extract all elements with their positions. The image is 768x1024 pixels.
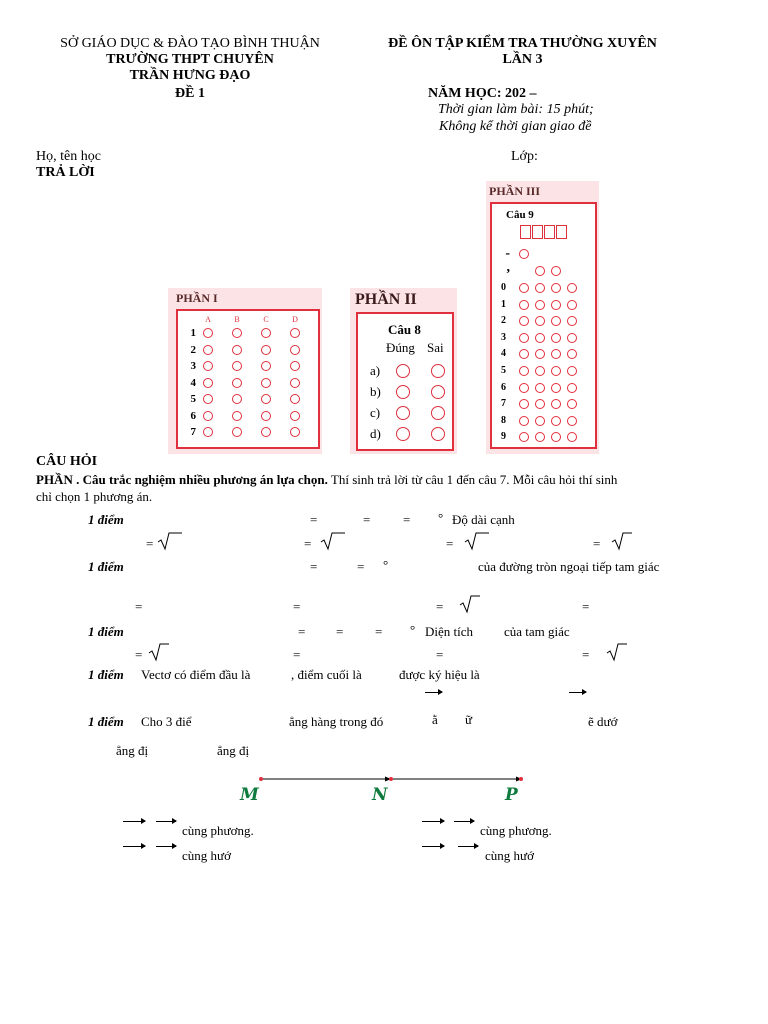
part2-question: Câu 8 (388, 322, 421, 337)
part3-bubble-digit-0[interactable] (567, 283, 577, 293)
part2-bubble-true[interactable] (396, 427, 410, 441)
part3-bubble-digit-1[interactable] (535, 300, 545, 310)
part1-col-b: B (234, 315, 240, 324)
part1-bubble-7-b[interactable] (232, 427, 242, 437)
part3-digit-9: 9 (501, 431, 506, 443)
part1-bubble-1-c[interactable] (261, 328, 271, 338)
q2-points: 1 điểm (88, 559, 124, 574)
part1-row-6: 6 (190, 409, 196, 422)
part3-bubble-digit-2[interactable] (519, 316, 529, 326)
part1-bubble-6-b[interactable] (232, 411, 242, 421)
part2-grid (356, 312, 454, 451)
part1-bubble-3-d[interactable] (290, 361, 300, 371)
q2-option-d-eq: = (582, 599, 590, 614)
q3-option-a-sqrt-icon (148, 642, 170, 662)
part3-bubble-digit-5[interactable] (535, 366, 545, 376)
q3-points: 1 điểm (88, 624, 124, 639)
point-n (389, 777, 393, 781)
part2-bubble-true[interactable] (396, 385, 410, 399)
school-name-line2: TRẦN HƯNG ĐẠO (129, 68, 251, 83)
part3-bubble-digit-3[interactable] (567, 333, 577, 343)
part1-bubble-3-c[interactable] (261, 361, 271, 371)
part2-bubble-false[interactable] (431, 427, 445, 441)
q3-degree: ° (410, 622, 416, 637)
part3-bubble-digit-9[interactable] (519, 432, 529, 442)
part1-row-5: 5 (190, 393, 196, 405)
point-m (259, 777, 263, 781)
part3-bubble-comma[interactable] (551, 266, 561, 276)
q3-option-d-sqrt-icon (606, 642, 628, 662)
q3-text-b: của tam giác (504, 624, 570, 639)
part3-bubble-digit-2[interactable] (535, 316, 545, 326)
q1-option-b-sqrt-icon (320, 531, 346, 551)
class-label: Lớp: (511, 149, 538, 164)
part1-bubble-7-a[interactable] (203, 427, 213, 437)
part3-bubble-digit-7[interactable] (567, 399, 577, 409)
q2-eq2: = (357, 559, 365, 574)
part1-bubble-5-a[interactable] (203, 394, 213, 404)
part3-answer-box (520, 225, 531, 239)
point-m-label: M (240, 785, 259, 805)
q5-d-vector2 (458, 846, 478, 847)
q3-text-a: Diện tích (425, 624, 474, 639)
part3-answer-box (544, 225, 555, 239)
q3-eq3: = (375, 624, 383, 639)
part2-bubble-false[interactable] (431, 385, 445, 399)
q5-text-b: ẳng hàng trong đó (289, 714, 384, 729)
department-name: SỞ GIÁO DỤC & ĐÀO TẠO BÌNH THUẬN (60, 36, 320, 51)
part2-row-label: c) (370, 405, 381, 420)
part1-bubble-2-a[interactable] (203, 345, 213, 355)
part1-bubble-4-a[interactable] (203, 378, 213, 388)
part3-digit-7: 7 (501, 398, 506, 410)
q4-vector-arrow-2 (569, 692, 586, 693)
part2-bubble-true[interactable] (396, 406, 410, 420)
part1-bubble-3-b[interactable] (232, 361, 242, 371)
part-label: PHẦN (36, 472, 73, 487)
q5-c-vector2 (454, 821, 474, 822)
part3-bubble-digit-0[interactable] (535, 283, 545, 293)
part1-bubble-3-a[interactable] (203, 361, 213, 371)
part1-bubble-6-c[interactable] (261, 411, 271, 421)
part3-bubble-digit-7[interactable] (551, 399, 561, 409)
q3-eq1: = (298, 624, 306, 639)
questions-heading: CÂU HỎI (36, 454, 98, 469)
part-heading (36, 472, 617, 487)
exam-round: LẦN 3 (502, 52, 543, 67)
q5-a-vector2 (156, 821, 176, 822)
instruction-line2: chỉ chọn 1 phương án. (36, 489, 153, 504)
part1-bubble-2-b[interactable] (232, 345, 242, 355)
part3-bubble-comma[interactable] (535, 266, 545, 276)
part1-row-3: 3 (190, 360, 196, 372)
part3-digit-3: 3 (501, 331, 506, 343)
point-n-label: N (372, 785, 388, 805)
q1-option-b-eq: = (304, 536, 312, 551)
q5-a-vector1 (123, 821, 145, 822)
q3-eq2: = (336, 624, 344, 639)
q5-c-vector1 (422, 821, 444, 822)
part3-bubble-digit-9[interactable] (535, 432, 545, 442)
q2-option-a-eq: = (135, 599, 143, 614)
part3-bubble-digit-4[interactable] (567, 349, 577, 359)
q2-option-b-eq: = (293, 599, 301, 614)
part1-bubble-4-b[interactable] (232, 378, 242, 388)
part2-row-label: a) (370, 363, 381, 378)
q3-option-c-eq: = (436, 647, 444, 662)
part1-row-2: 2 (190, 343, 196, 356)
q1-text: Độ dài cạnh (452, 512, 515, 527)
part1-bubble-1-d[interactable] (290, 328, 300, 338)
q1-degree: ° (438, 510, 444, 525)
part3-bubble-digit-4[interactable] (519, 349, 529, 359)
q2-option-c-eq: = (436, 599, 444, 614)
part3-bubble-digit-8[interactable] (567, 416, 577, 426)
part3-bubble-digit-6[interactable] (567, 383, 577, 393)
part3-bubble-digit-6[interactable] (535, 383, 545, 393)
part3-bubble-digit-1[interactable] (519, 300, 529, 310)
q2-degree: ° (383, 557, 389, 572)
part3-bubble-digit-4[interactable] (535, 349, 545, 359)
q2-option-c-sqrt-icon (459, 594, 481, 614)
part3-bubble-digit-8[interactable] (551, 416, 561, 426)
part1-bubble-5-d[interactable] (290, 394, 300, 404)
part1-bubble-6-a[interactable] (203, 411, 213, 421)
q4-points: 1 điểm (88, 667, 124, 682)
part3-bubble-digit-3[interactable] (519, 333, 529, 343)
q2-text: của đường tròn ngoại tiếp tam giác (478, 559, 660, 574)
q4-text-a: Vectơ có điểm đầu là (141, 667, 251, 682)
answer-section-label: TRẢ LỜI (36, 165, 95, 180)
q3-option-b-eq: = (293, 647, 301, 662)
q5-text-f: ẳng đị (116, 743, 149, 758)
part3-bubble-digit-3[interactable] (535, 333, 545, 343)
q1-points: 1 điểm (88, 512, 124, 527)
part2-bubble-false[interactable] (431, 364, 445, 378)
part1-bubble-7-c[interactable] (261, 427, 271, 437)
part3-bubble-digit-6[interactable] (519, 383, 529, 393)
q4-vector-arrow-1 (425, 692, 442, 693)
q5-option-d-text: cùng hướ (485, 848, 534, 863)
part-title: . Câu trắc nghiệm nhiều phương án lựa chọn. (76, 472, 328, 487)
instruction-line1: Thí sinh trả lời từ câu 1 đến câu 7. Mỗi câu hỏi thí sinh (330, 472, 618, 487)
q3-option-d-eq: = (582, 647, 590, 662)
q1-option-d-sqrt-icon (611, 531, 633, 551)
part3-minus-label: - (505, 246, 510, 261)
answer-part1-panel (168, 288, 322, 454)
part3-bubble-digit-9[interactable] (567, 432, 577, 442)
school-name-line1: TRƯỜNG THPT CHUYÊN (106, 52, 274, 67)
time-limit: Thời gian làm bài: 15 phút; (438, 102, 594, 117)
q5-text-a: Cho 3 điể (141, 714, 192, 729)
student-name-label: Họ, tên học (36, 149, 101, 164)
part3-comma-label: , (506, 260, 510, 275)
part1-col-c: C (263, 315, 269, 324)
part1-row-4: 4 (190, 376, 196, 389)
part1-bubble-5-c[interactable] (261, 394, 271, 404)
point-p (519, 777, 523, 781)
q5-text-e: ẽ dướ (588, 714, 618, 729)
part3-bubble-digit-8[interactable] (519, 416, 529, 426)
part1-bubble-5-b[interactable] (232, 394, 242, 404)
part1-bubble-6-d[interactable] (290, 411, 300, 421)
part3-digit-4: 4 (501, 348, 506, 360)
part3-digit-6: 6 (501, 381, 506, 393)
part1-bubble-2-c[interactable] (261, 345, 271, 355)
exam-code: ĐỀ 1 (175, 86, 205, 101)
part3-digit-1: 1 (501, 298, 506, 310)
q2-eq1: = (310, 559, 318, 574)
q1-option-c-eq: = (446, 536, 454, 551)
part3-bubble-digit-1[interactable] (551, 300, 561, 310)
part1-bubble-4-d[interactable] (290, 378, 300, 388)
q5-d-vector1 (422, 846, 444, 847)
q1-eq3: = (403, 512, 411, 527)
part3-bubble-digit-7[interactable] (535, 399, 545, 409)
part3-bubble-digit-7[interactable] (519, 399, 529, 409)
q4-text-c: được ký hiệu là (399, 667, 480, 682)
q1-option-a-sqrt-icon (157, 531, 183, 551)
part3-bubble-digit-5[interactable] (567, 366, 577, 376)
part2-title: PHẦN II (355, 291, 417, 308)
part1-bubble-1-a[interactable] (203, 328, 213, 338)
part3-bubble-digit-6[interactable] (551, 383, 561, 393)
part1-row-1: 1 (190, 327, 196, 339)
part3-digit-5: 5 (501, 365, 506, 376)
part2-bubble-false[interactable] (431, 406, 445, 420)
q1-eq2: = (363, 512, 371, 527)
part3-bubble-digit-2[interactable] (567, 316, 577, 326)
school-year: NĂM HỌC: 202 – (428, 86, 537, 101)
part1-bubble-1-b[interactable] (232, 328, 242, 338)
part1-title: PHẦN I (176, 291, 218, 305)
part3-bubble-digit-1[interactable] (567, 300, 577, 310)
part2-row-label: d) (370, 426, 381, 441)
q5-option-b-text: cùng hướ (182, 848, 231, 863)
q1-option-a-eq: = (146, 536, 154, 551)
part3-bubble-digit-5[interactable] (519, 366, 529, 376)
time-exclusion: Không kể thời gian giao đề (439, 119, 592, 134)
part3-bubble-minus[interactable] (519, 249, 529, 259)
part3-bubble-digit-4[interactable] (551, 349, 561, 359)
part1-bubble-4-c[interactable] (261, 378, 271, 388)
q5-text-g: ẳng đị (217, 743, 250, 758)
q5-b-vector2 (156, 846, 176, 847)
q3-option-a-eq: = (135, 647, 143, 662)
q1-option-c-sqrt-icon (464, 531, 490, 551)
q5-b-vector1 (123, 846, 145, 847)
part3-digit-8: 8 (501, 414, 506, 426)
part3-bubble-digit-2[interactable] (551, 316, 561, 326)
q5-text-c: ằ (432, 712, 438, 727)
part3-digit-2: 2 (501, 315, 506, 327)
part3-bubble-digit-3[interactable] (551, 333, 561, 343)
q5-option-c-text: cùng phương. (480, 823, 552, 838)
point-p-label: P (505, 785, 518, 805)
part2-row-label: b) (370, 384, 381, 399)
q5-text-d: ữ (465, 712, 473, 727)
part3-digit-0: 0 (501, 282, 506, 293)
part3-bubble-digit-9[interactable] (551, 432, 561, 442)
q1-option-d-eq: = (593, 536, 601, 551)
part3-bubble-digit-5[interactable] (551, 366, 561, 376)
exam-title: ĐỀ ÔN TẬP KIỂM TRA THƯỜNG XUYÊN (388, 36, 657, 51)
answer-part2-panel (350, 288, 457, 454)
part1-bubble-7-d[interactable] (290, 427, 300, 437)
q5-option-a-text: cùng phương. (182, 823, 254, 838)
part3-bubble-digit-8[interactable] (535, 416, 545, 426)
q1-eq1: = (310, 512, 318, 527)
part3-answer-box (532, 225, 543, 239)
answer-part3-panel (486, 181, 599, 454)
part1-bubble-2-d[interactable] (290, 345, 300, 355)
part2-true-label: Đúng (386, 340, 415, 355)
part2-bubble-true[interactable] (396, 364, 410, 378)
q4-text-b: , điểm cuối là (291, 667, 362, 682)
part1-grid (176, 309, 320, 449)
part1-col-a: A (205, 315, 211, 324)
part1-row-7: 7 (190, 426, 196, 438)
part3-grid (490, 202, 597, 449)
part3-bubble-digit-0[interactable] (551, 283, 561, 293)
part3-answer-box (556, 225, 567, 239)
part2-false-label: Sai (427, 340, 444, 355)
part3-bubble-digit-0[interactable] (519, 283, 529, 293)
part1-col-d: D (292, 315, 298, 324)
q5-points: 1 điểm (88, 714, 124, 729)
part3-title: PHẦN III (489, 184, 541, 198)
part3-question: Câu 9 (506, 209, 534, 221)
